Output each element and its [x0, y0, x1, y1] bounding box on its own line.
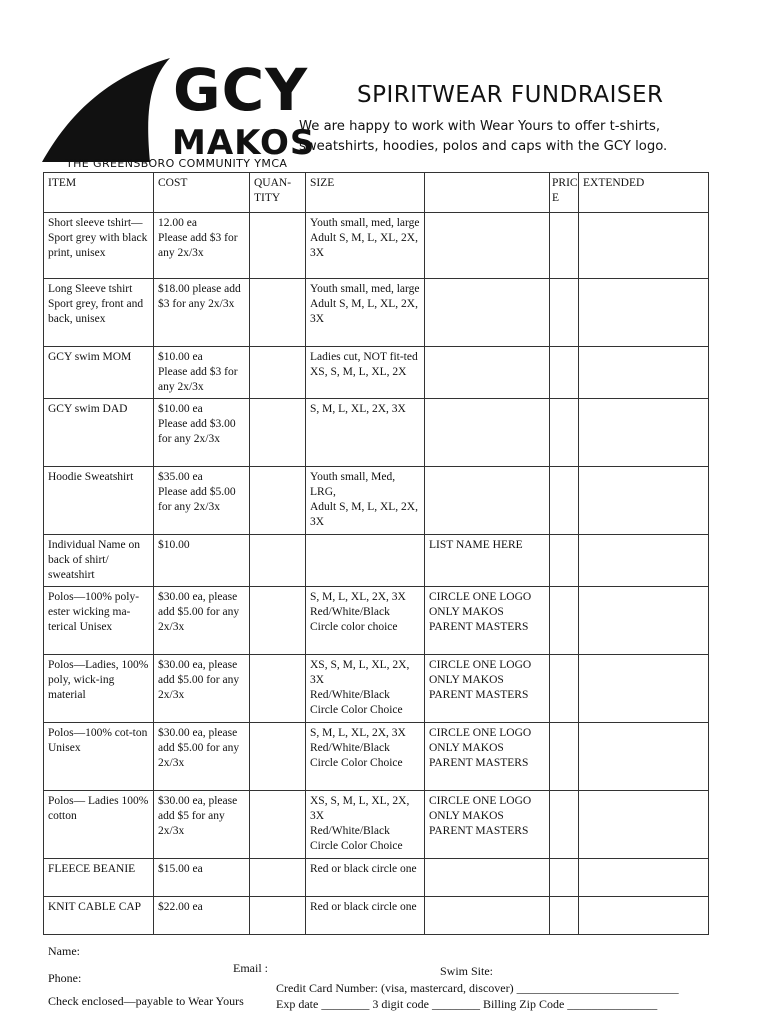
cell-extended[interactable]	[579, 279, 709, 347]
page-title: SPIRITWEAR FUNDRAISER	[357, 82, 664, 108]
cell-cost: $22.00 ea	[154, 897, 250, 935]
cell-item: Individual Name on back of shirt/ sweatshirt	[44, 535, 154, 587]
cell-option	[425, 347, 550, 399]
cell-option	[425, 213, 550, 279]
cell-extended[interactable]	[579, 535, 709, 587]
cell-qty[interactable]	[250, 467, 306, 535]
cell-size: Red or black circle one	[306, 897, 425, 935]
cell-qty[interactable]	[250, 535, 306, 587]
cell-qty[interactable]	[250, 279, 306, 347]
cell-cost: $10.00 ea Please add $3 for any 2x/3x	[154, 347, 250, 399]
cell-qty[interactable]	[250, 655, 306, 723]
name-field-label: Name:	[48, 944, 80, 958]
cell-option: CIRCLE ONE LOGO ONLY MAKOS PARENT MASTERS	[425, 723, 550, 791]
cell-price[interactable]	[550, 655, 579, 723]
table-row	[44, 347, 709, 399]
logo-caption: THE GREENSBORO COMMUNITY YMCA	[66, 157, 288, 170]
cell-price[interactable]	[550, 791, 579, 859]
table-row	[44, 791, 709, 859]
cell-item: Hoodie Sweatshirt	[44, 467, 154, 535]
cell-qty[interactable]	[250, 213, 306, 279]
cell-extended[interactable]	[579, 213, 709, 279]
cell-qty[interactable]	[250, 399, 306, 467]
cell-option: CIRCLE ONE LOGO ONLY MAKOS PARENT MASTERS	[425, 791, 550, 859]
cell-size: S, M, L, XL, 2X, 3X Red/White/Black Circle color choice	[306, 587, 425, 655]
cell-cost: $30.00 ea, please add $5.00 for any 2x/3x	[154, 723, 250, 791]
cell-extended[interactable]	[579, 655, 709, 723]
table-header-row	[44, 173, 709, 213]
exp-date-line: Exp date ________ 3 digit code ________ Billing Zip Code _______________	[276, 997, 658, 1011]
cell-price[interactable]	[550, 535, 579, 587]
cell-extended[interactable]	[579, 859, 709, 897]
column-header-size: SIZE	[306, 173, 425, 213]
cell-extended[interactable]	[579, 347, 709, 399]
column-header-option	[425, 173, 550, 213]
cell-item: Polos—Ladies, 100% poly, wick-ing material	[44, 655, 154, 723]
cell-cost: $10.00	[154, 535, 250, 587]
cell-cost: $35.00 ea Please add $5.00 for any 2x/3x	[154, 467, 250, 535]
cell-item: Polos— Ladies 100% cotton	[44, 791, 154, 859]
email-field-label: Email :	[233, 961, 268, 975]
cell-price[interactable]	[550, 859, 579, 897]
table-row	[44, 897, 709, 935]
column-header-item: ITEM	[44, 173, 154, 213]
check-enclosed-label: Check enclosed—payable to Wear Yours	[48, 994, 244, 1008]
cell-option: LIST NAME HERE	[425, 535, 550, 587]
cell-size: XS, S, M, L, XL, 2X, 3X Red/White/Black Circle Color Choice	[306, 791, 425, 859]
cell-price[interactable]	[550, 279, 579, 347]
cell-size	[306, 535, 425, 587]
cell-item: Polos—100% poly-ester wicking ma-terical Unisex	[44, 587, 154, 655]
cell-price[interactable]	[550, 399, 579, 467]
cell-size: Youth small, med, large Adult S, M, L, XL, 2X, 3X	[306, 279, 425, 347]
logo-gcy-text: GCY	[173, 56, 309, 124]
cell-price[interactable]	[550, 897, 579, 935]
table-row	[44, 535, 709, 587]
table-row	[44, 213, 709, 279]
logo-makos-text: MAKOS	[172, 123, 316, 163]
cell-qty[interactable]	[250, 791, 306, 859]
cell-price[interactable]	[550, 213, 579, 279]
table-row	[44, 279, 709, 347]
cell-extended[interactable]	[579, 467, 709, 535]
phone-field-label: Phone:	[48, 971, 82, 985]
table-row	[44, 587, 709, 655]
credit-card-line: Credit Card Number: (visa, mastercard, discover) ___________________________	[276, 981, 679, 995]
column-header-price: PRICE	[550, 173, 579, 213]
column-header-quantity: QUAN- TITY	[250, 173, 306, 213]
cell-price[interactable]	[550, 467, 579, 535]
cell-item: GCY swim MOM	[44, 347, 154, 399]
cell-cost: $30.00 ea, please add $5.00 for any 2x/3x	[154, 587, 250, 655]
column-header-cost: COST	[154, 173, 250, 213]
intro-text: We are happy to work with Wear Yours to offer t-shirts, sweatshirts, hoodies, polos and caps with the GCY logo.	[299, 119, 668, 154]
cell-item: Polos—100% cot-ton Unisex	[44, 723, 154, 791]
cell-option	[425, 859, 550, 897]
table-row	[44, 859, 709, 897]
cell-price[interactable]	[550, 723, 579, 791]
cell-extended[interactable]	[579, 587, 709, 655]
cell-extended[interactable]	[579, 791, 709, 859]
cell-size: S, M, L, XL, 2X, 3X	[306, 399, 425, 467]
cell-qty[interactable]	[250, 347, 306, 399]
cell-cost: $30.00 ea, please add $5.00 for any 2x/3x	[154, 655, 250, 723]
cell-option	[425, 279, 550, 347]
cell-price[interactable]	[550, 587, 579, 655]
cell-extended[interactable]	[579, 399, 709, 467]
cell-cost: $18.00 please add $3 for any 2x/3x	[154, 279, 250, 347]
cell-item: GCY swim DAD	[44, 399, 154, 467]
cell-size: S, M, L, XL, 2X, 3X Red/White/Black Circle Color Choice	[306, 723, 425, 791]
cell-qty[interactable]	[250, 859, 306, 897]
swim-site-label: Swim Site:	[440, 964, 494, 978]
cell-size: XS, S, M, L, XL, 2X, 3X Red/White/Black Circle Color Choice	[306, 655, 425, 723]
cell-size: Ladies cut, NOT fit-ted XS, S, M, L, XL, 2X	[306, 347, 425, 399]
table-row	[44, 467, 709, 535]
order-table	[43, 172, 709, 935]
cell-qty[interactable]	[250, 587, 306, 655]
cell-cost: $30.00 ea, please add $5 for any 2x/3x	[154, 791, 250, 859]
cell-option	[425, 399, 550, 467]
cell-size: Youth small, Med, LRG, Adult S, M, L, XL, 2X, 3X	[306, 467, 425, 535]
cell-extended[interactable]	[579, 723, 709, 791]
cell-cost: $10.00 ea Please add $3.00 for any 2x/3x	[154, 399, 250, 467]
cell-size: Youth small, med, large Adult S, M, L, XL, 2X, 3X	[306, 213, 425, 279]
cell-item: KNIT CABLE CAP	[44, 897, 154, 935]
cell-item: Long Sleeve tshirt Sport grey, front and back, unisex	[44, 279, 154, 347]
column-header-extended: EXTENDED	[579, 173, 709, 213]
cell-option: CIRCLE ONE LOGO ONLY MAKOS PARENT MASTERS	[425, 587, 550, 655]
cell-qty[interactable]	[250, 723, 306, 791]
cell-price[interactable]	[550, 347, 579, 399]
cell-option	[425, 467, 550, 535]
gcy-makos-logo	[40, 50, 316, 170]
shark-fin-icon	[42, 58, 170, 162]
cell-qty[interactable]	[250, 897, 306, 935]
cell-option: CIRCLE ONE LOGO ONLY MAKOS PARENT MASTERS	[425, 655, 550, 723]
table-row	[44, 399, 709, 467]
cell-size: Red or black circle one	[306, 859, 425, 897]
cell-item: Short sleeve tshirt—Sport grey with black print, unisex	[44, 213, 154, 279]
cell-option	[425, 897, 550, 935]
table-row	[44, 723, 709, 791]
cell-extended[interactable]	[579, 897, 709, 935]
cell-cost: $15.00 ea	[154, 859, 250, 897]
cell-item: FLEECE BEANIE	[44, 859, 154, 897]
cell-cost: 12.00 ea Please add $3 for any 2x/3x	[154, 213, 250, 279]
table-row	[44, 655, 709, 723]
